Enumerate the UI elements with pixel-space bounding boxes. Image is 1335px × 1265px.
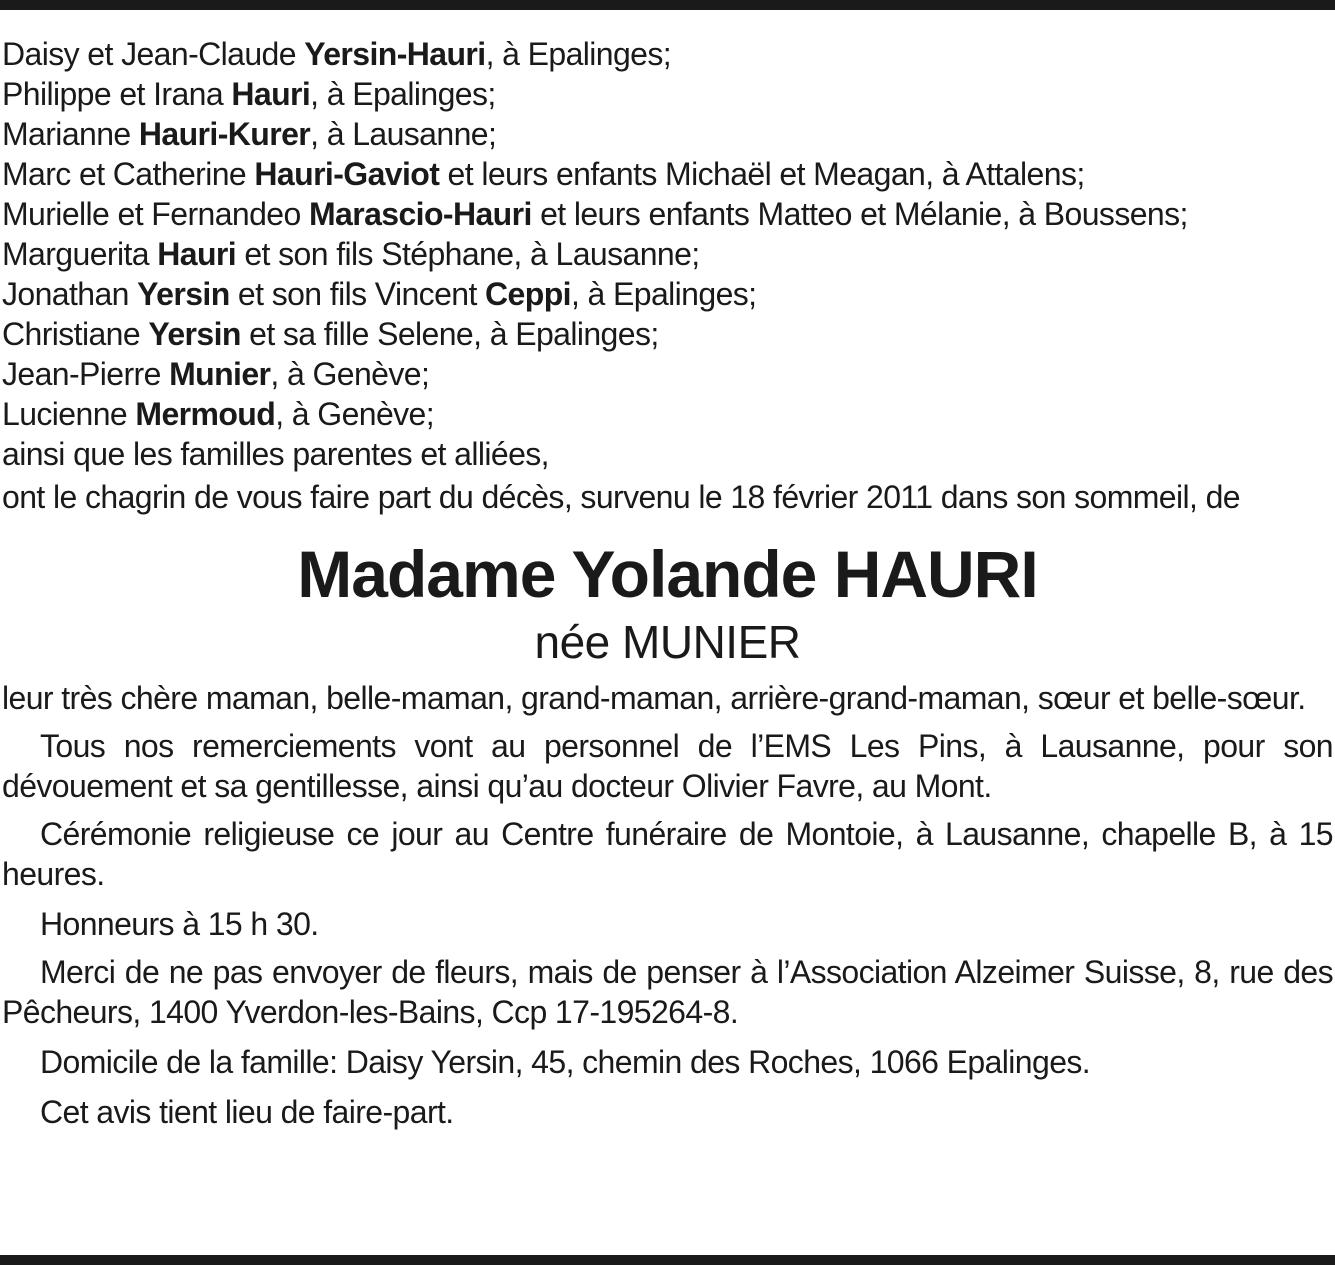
top-rule xyxy=(0,0,1335,10)
family-list xyxy=(2,34,1333,474)
ceremony-paragraph: Cérémonie religieuse ce jour au Centre funéraire de Montoie, à Lausanne, chapelle B, à 15 heures. xyxy=(2,816,1333,892)
family-text: Marc et Catherine xyxy=(2,156,255,192)
family-text: et son fils Stéphane, à Lausanne; xyxy=(236,236,700,272)
family-text: , à Genève; xyxy=(270,356,430,392)
family-text: , à Genève; xyxy=(275,396,435,432)
family-surname: Hauri-Gaviot xyxy=(254,156,440,192)
family-text: Jean-Pierre xyxy=(2,356,170,392)
family-line xyxy=(2,194,1333,234)
family-line xyxy=(2,274,1333,314)
announcement: ont le chagrin de vous faire part du décès, survenu le 18 février 2011 dans son sommeil, de xyxy=(2,479,1240,515)
family-line xyxy=(2,74,1333,114)
family-text: Jonathan xyxy=(2,276,138,312)
family-line xyxy=(2,314,1333,354)
family-line xyxy=(2,394,1333,434)
family-surname: Hauri-Kurer xyxy=(138,116,311,152)
family-line xyxy=(2,354,1333,394)
family-text: Murielle et Fernandeo xyxy=(2,196,309,232)
family-text: et leurs enfants Michaël et Meagan, à Attalens; xyxy=(439,156,1085,192)
family-surname: Hauri xyxy=(231,76,311,112)
honours-paragraph: Honneurs à 15 h 30. xyxy=(40,906,319,942)
family-text: Lucienne xyxy=(2,396,136,432)
family-text: , à Epalinges; xyxy=(485,36,672,72)
family-surname: Yersin-Hauri xyxy=(304,36,486,72)
family-text: et leurs enfants Matteo et Mélanie, à Boussens; xyxy=(531,196,1188,232)
family-text: Daisy et Jean-Claude xyxy=(2,36,305,72)
family-text: , à Epalinges; xyxy=(570,276,757,312)
maiden-name: née MUNIER xyxy=(534,616,801,668)
family-text: Christiane xyxy=(2,316,149,352)
family-text: , à Lausanne; xyxy=(310,116,497,152)
obituary-notice xyxy=(2,34,1333,1132)
family-text: , à Epalinges; xyxy=(310,76,496,112)
family-text: et sa fille Selene, à Epalinges; xyxy=(240,316,659,352)
family-surname: Mermoud xyxy=(135,396,276,432)
family-line xyxy=(2,34,1333,74)
domicile-paragraph: Domicile de la famille: Daisy Yersin, 45, chemin des Roches, 1066 Epalinges. xyxy=(40,1044,1091,1080)
family-text: Philippe et Irana xyxy=(2,76,232,112)
family-line xyxy=(2,234,1333,274)
bottom-rule xyxy=(0,1255,1335,1265)
family-line xyxy=(2,434,1333,474)
family-surname: Yersin xyxy=(148,316,241,352)
deceased-name: Madame Yolande HAURI xyxy=(297,537,1038,611)
family-surname: Ceppi xyxy=(485,276,571,312)
family-surname: Hauri xyxy=(157,236,237,272)
family-text: Marguerita xyxy=(2,236,158,272)
family-line xyxy=(2,154,1333,194)
family-surname: Marascio-Hauri xyxy=(308,196,532,232)
notice-paragraph: Cet avis tient lieu de faire-part. xyxy=(40,1094,454,1130)
thanks-paragraph: Tous nos remerciements vont au personnel de l’EMS Les Pins, à Lausanne, pour son dévouement et sa gentillesse, ainsi qu’au docteur Olivier Favre, au Mont. xyxy=(2,728,1333,804)
family-line xyxy=(2,114,1333,154)
family-surname: Munier xyxy=(169,356,271,392)
family-text: et son fils Vincent xyxy=(229,276,486,312)
family-surname: Yersin xyxy=(137,276,230,312)
relation-text: leur très chère maman, belle-maman, grand-maman, arrière-grand-maman, sœur et belle-sœur. xyxy=(2,680,1306,716)
family-text: ainsi que les familles parentes et alliées, xyxy=(2,436,549,472)
flowers-paragraph: Merci de ne pas envoyer de fleurs, mais de penser à l’Association Alzeimer Suisse, 8, rue des Pêcheurs, 1400 Yverdon-les-Bains, Ccp 17-195264-8. xyxy=(2,954,1333,1030)
family-text: Marianne xyxy=(2,116,139,152)
